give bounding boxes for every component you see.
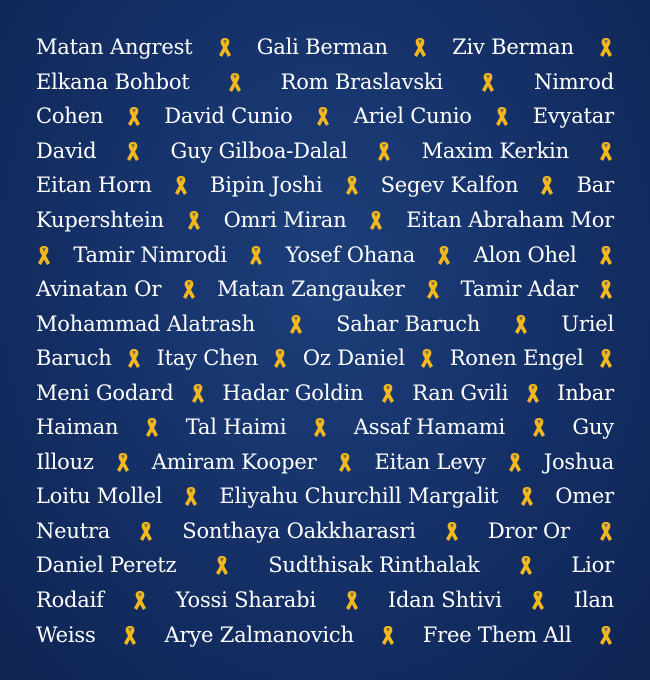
- hostage-name: Idan Shtivi: [387, 588, 502, 613]
- hostage-name: Hadar Goldin: [222, 380, 364, 405]
- hostage-name: Free Them All: [422, 622, 572, 647]
- yellow-ribbon-icon: [315, 105, 331, 127]
- name-line: [36, 479, 614, 514]
- yellow-ribbon-icon: [36, 244, 52, 266]
- yellow-ribbon-icon: [173, 174, 189, 196]
- hostage-name: Ronen Engel: [449, 346, 584, 371]
- hostage-name: Weiss: [36, 622, 96, 647]
- hostage-name: Neutra: [36, 518, 111, 543]
- hostage-name: Evyatar: [532, 104, 614, 129]
- yellow-ribbon-icon: [518, 554, 534, 576]
- yellow-ribbon-icon: [214, 554, 230, 576]
- yellow-ribbon-icon: [598, 624, 614, 646]
- name-line: [36, 203, 614, 238]
- yellow-ribbon-icon: [138, 520, 154, 542]
- hostage-name: Eitan Horn: [36, 173, 152, 198]
- hostage-name: Uriel: [561, 311, 614, 336]
- yellow-ribbon-icon: [337, 451, 353, 473]
- name-line: [36, 583, 614, 618]
- yellow-ribbon-icon: [227, 71, 243, 93]
- hostage-name: Tamir Adar: [460, 277, 579, 302]
- hostage-name: Daniel Peretz: [36, 553, 177, 578]
- hostage-name: Bipin Joshi: [209, 173, 323, 198]
- hostage-name: Itay Chen: [156, 346, 259, 371]
- yellow-ribbon-icon: [344, 174, 360, 196]
- hostage-name: Avinatan Or: [36, 277, 162, 302]
- hostage-name: Elkana Bohbot: [36, 69, 190, 94]
- hostage-name: Rodaif: [36, 588, 104, 613]
- hostage-name: Sahar Baruch: [336, 311, 481, 336]
- yellow-ribbon-icon: [368, 209, 384, 231]
- hostage-name: Ilan: [573, 588, 614, 613]
- yellow-ribbon-icon: [248, 244, 264, 266]
- yellow-ribbon-icon: [125, 140, 141, 162]
- yellow-ribbon-icon: [598, 278, 614, 300]
- hostage-name: Ran Gvili: [412, 380, 509, 405]
- name-line: [36, 30, 614, 65]
- name-line: [36, 617, 614, 652]
- yellow-ribbon-icon: [186, 209, 202, 231]
- hostage-name: Matan Zangauker: [217, 277, 405, 302]
- yellow-ribbon-icon: [132, 589, 148, 611]
- yellow-ribbon-icon: [126, 347, 142, 369]
- hostage-name: Alon Ohel: [473, 242, 577, 267]
- yellow-ribbon-icon: [598, 347, 614, 369]
- name-line: [36, 65, 614, 100]
- name-line: [36, 514, 614, 549]
- hostage-name: Eliyahu Churchill Margalit: [219, 484, 499, 509]
- hostage-name: Eitan Abraham Mor: [406, 208, 614, 232]
- hostage-name: Bar: [576, 173, 614, 198]
- yellow-ribbon-icon: [122, 624, 138, 646]
- hostage-name: Cohen: [36, 104, 104, 129]
- hostage-name: Assaf Hamami: [353, 415, 505, 440]
- yellow-ribbon-icon: [344, 589, 360, 611]
- hostage-name: Baruch: [36, 346, 112, 371]
- name-line: [36, 375, 614, 410]
- hostage-name: Lior: [571, 553, 614, 578]
- hostage-name: Ariel Cunio: [353, 104, 472, 129]
- hostage-name: Kupershtein: [36, 208, 164, 232]
- name-line: [36, 272, 614, 307]
- hostage-name: Illouz: [36, 449, 94, 474]
- hostage-name: Gali Berman: [256, 35, 388, 60]
- hostage-name: David: [36, 138, 97, 163]
- yellow-ribbon-icon: [217, 36, 233, 58]
- yellow-ribbon-icon: [425, 278, 441, 300]
- yellow-ribbon-icon: [436, 244, 452, 266]
- yellow-ribbon-icon: [376, 140, 392, 162]
- yellow-ribbon-icon: [539, 174, 555, 196]
- yellow-ribbon-icon: [480, 71, 496, 93]
- hostage-name: David Cunio: [164, 104, 293, 129]
- name-line: [36, 548, 614, 583]
- hostage-name: Sudthisak Rinthalak: [268, 553, 480, 578]
- name-line: [36, 237, 614, 272]
- hostage-name: Joshua: [543, 449, 614, 474]
- yellow-ribbon-icon: [598, 520, 614, 542]
- hostage-name: Meni Godard: [36, 380, 174, 405]
- hostage-name: Arye Zalmanovich: [164, 622, 354, 647]
- yellow-ribbon-icon: [531, 416, 547, 438]
- yellow-ribbon-icon: [183, 485, 199, 507]
- yellow-ribbon-icon: [525, 382, 541, 404]
- hostage-name: Omri Miran: [223, 208, 347, 232]
- hostage-name: Matan Angrest: [36, 35, 193, 60]
- yellow-ribbon-icon: [288, 313, 304, 335]
- hostage-name: Inbar: [557, 380, 614, 405]
- hostage-name: Eitan Levy: [374, 449, 486, 474]
- hostage-name: Yosef Ohana: [285, 242, 416, 267]
- hostage-name: Segev Kalfon: [380, 173, 519, 198]
- hostage-name: Guy Gilboa-Dalal: [170, 138, 348, 163]
- hostage-name: Mohammad Alatrash: [36, 311, 255, 336]
- hostage-name: Sonthaya Oakkharasri: [182, 518, 416, 543]
- hostage-name: Rom Braslavski: [280, 69, 443, 94]
- hostage-name: Amiram Kooper: [151, 449, 317, 474]
- yellow-ribbon-icon: [144, 416, 160, 438]
- hostage-name: Tamir Nimrodi: [73, 242, 227, 267]
- yellow-ribbon-icon: [412, 36, 428, 58]
- yellow-ribbon-icon: [444, 520, 460, 542]
- name-line: [36, 99, 614, 134]
- name-line: [36, 410, 614, 445]
- name-line: [36, 445, 614, 480]
- yellow-ribbon-icon: [190, 382, 206, 404]
- yellow-ribbon-icon: [419, 347, 435, 369]
- yellow-ribbon-icon: [513, 313, 529, 335]
- hostage-name: Dror Or: [487, 518, 570, 543]
- name-line: [36, 168, 614, 203]
- hostage-name: Nimrod: [534, 69, 614, 94]
- yellow-ribbon-icon: [380, 624, 396, 646]
- hostage-name: Tal Haimi: [185, 415, 287, 440]
- name-line: [36, 306, 614, 341]
- yellow-ribbon-icon: [598, 36, 614, 58]
- yellow-ribbon-icon: [598, 140, 614, 162]
- hostage-name: Ziv Berman: [452, 35, 574, 60]
- hostage-name: Loitu Mollel: [36, 484, 163, 509]
- hostage-name: Oz Daniel: [302, 346, 405, 371]
- yellow-ribbon-icon: [494, 105, 510, 127]
- yellow-ribbon-icon: [530, 589, 546, 611]
- hostage-name: Guy: [572, 415, 614, 440]
- name-line: [36, 341, 614, 376]
- yellow-ribbon-icon: [126, 105, 142, 127]
- yellow-ribbon-icon: [380, 382, 396, 404]
- yellow-ribbon-icon: [598, 244, 614, 266]
- hostage-name: Omer: [555, 484, 614, 509]
- yellow-ribbon-icon: [312, 416, 328, 438]
- yellow-ribbon-icon: [519, 485, 535, 507]
- yellow-ribbon-icon: [507, 451, 523, 473]
- yellow-ribbon-icon: [181, 278, 197, 300]
- hostage-name: Maxim Kerkin: [421, 138, 569, 163]
- yellow-ribbon-icon: [272, 347, 288, 369]
- yellow-ribbon-icon: [115, 451, 131, 473]
- hostage-name: Haiman: [36, 415, 119, 440]
- name-line: [36, 134, 614, 169]
- hostage-name: Yossi Sharabi: [175, 588, 316, 613]
